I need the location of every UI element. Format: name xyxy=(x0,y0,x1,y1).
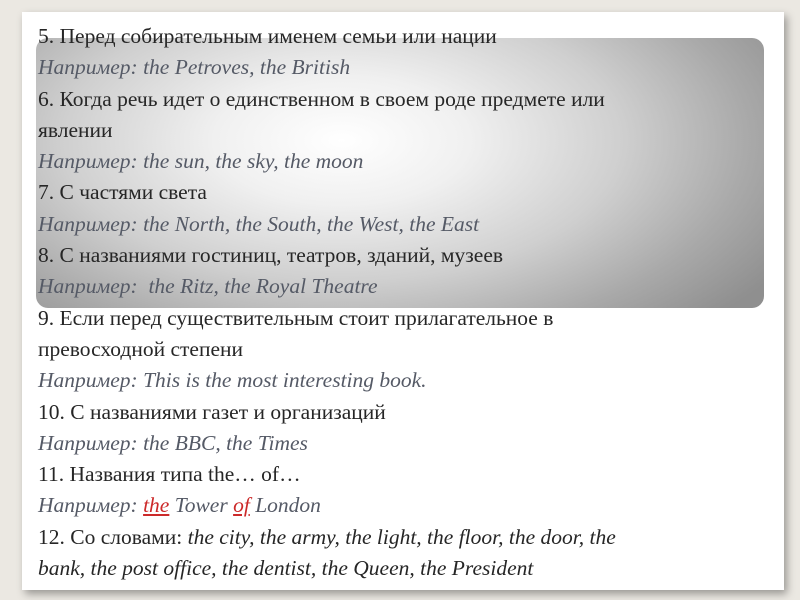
rules-text xyxy=(38,21,768,584)
highlight-of: of xyxy=(233,493,250,518)
rule-9-title-line-2: превосходной степени xyxy=(38,336,244,361)
rule-12-words-line-2: bank, the post office, the dentist, the Queen, the President xyxy=(38,556,534,581)
rule-12-title xyxy=(38,522,768,553)
rule-9-title-line-1: 9. Если перед существительным стоит прилагательное в xyxy=(38,305,554,330)
rule-7-example: Например: the North, the South, the West, the East xyxy=(38,211,480,236)
rule-10-title: 10. С названиями газет и организаций xyxy=(38,399,386,424)
rule-7-title: 7. С частями света xyxy=(38,180,207,205)
rule-5-example: Например: the Petroves, the British xyxy=(38,55,351,80)
rule-12-words-line-1: the city, the army, the light, the floor, the door, the xyxy=(187,524,616,549)
rule-11-example-suffix: London xyxy=(249,493,321,518)
rule-10-example: Например: the BBC, the Times xyxy=(38,430,308,455)
rule-11-example xyxy=(38,490,768,521)
rule-6-example: Например: the sun, the sky, the moon xyxy=(38,149,364,174)
rule-8-example: Например: the Ritz, the Royal Theatre xyxy=(38,274,378,299)
rule-6-title-line-2: явлении xyxy=(38,117,113,142)
rule-11-title: 11. Названия типа the… of… xyxy=(38,462,301,487)
rule-12-prefix: 12. Со словами: xyxy=(38,524,188,549)
rule-6-title-line-1: 6. Когда речь идет о единственном в своем роде предмете или xyxy=(38,86,605,111)
rule-8-title: 8. С названиями гостиниц, театров, зданий, музеев xyxy=(38,243,504,268)
rule-9-example: Например: This is the most interesting book. xyxy=(38,368,427,393)
rule-11-example-mid: Tower xyxy=(169,493,234,518)
highlight-the: the xyxy=(143,493,170,518)
rule-11-example-prefix: Например: xyxy=(38,493,144,518)
rule-5-title: 5. Перед собирательным именем семьи или нации xyxy=(38,24,497,48)
